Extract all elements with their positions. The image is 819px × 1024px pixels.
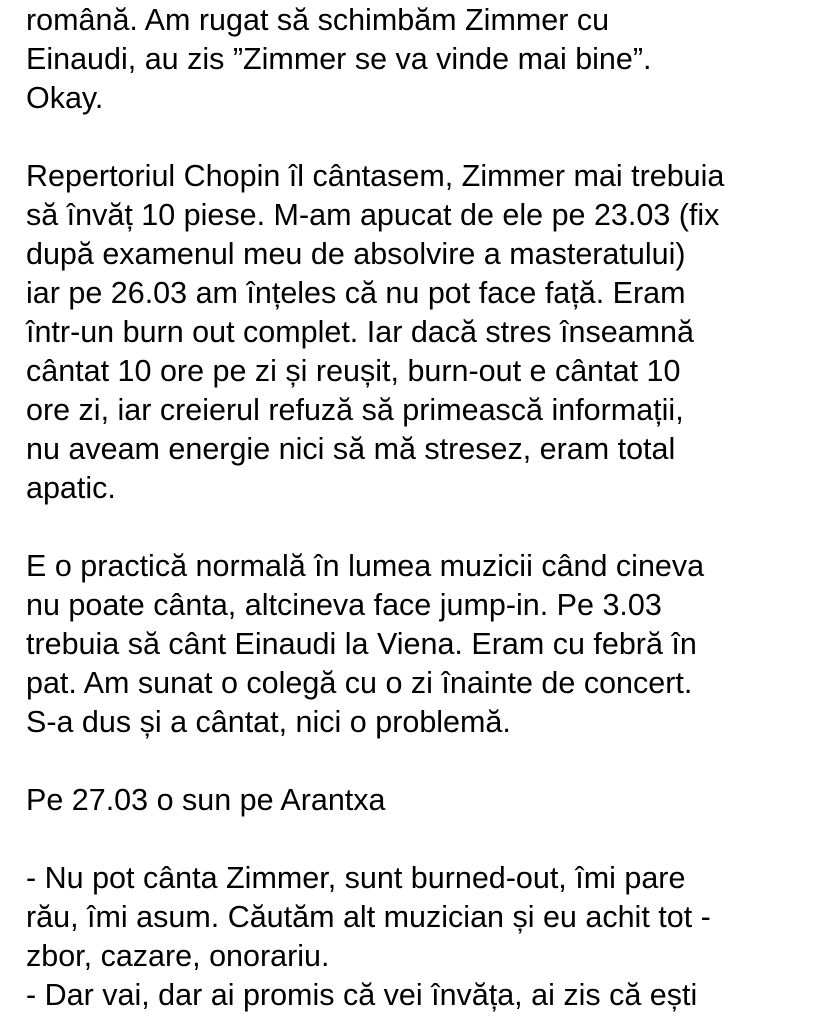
- text-line: să învăț 10 piese. M-am apucat de ele pe 23.03 (fix: [26, 198, 720, 232]
- text-line: Einaudi, au zis ”Zimmer se va vinde mai bine”.: [26, 42, 652, 76]
- text-line: trebuia să cânt Einaudi la Viena. Eram cu febră în: [26, 627, 697, 661]
- text-line: nu poate cânta, altcineva face jump-in. Pe 3.03: [26, 588, 662, 622]
- text-line: Pe 27.03 o sun pe Arantxa: [26, 783, 386, 817]
- text-line: iar pe 26.03 am înțeles că nu pot face față. Eram: [26, 276, 686, 310]
- paragraph: [26, 157, 806, 508]
- text-line: rău, îmi asum. Căutăm alt muzician și eu achit tot -: [26, 900, 711, 934]
- text-line: S-a dus și a cântat, nici o problemă.: [26, 705, 511, 739]
- text-line: pat. Am sunat o colegă cu o zi înainte de concert.: [26, 666, 693, 700]
- text-line: - Dar vai, dar ai promis că vei învăța, ai zis că ești: [26, 978, 698, 1012]
- paragraph: [26, 1, 806, 118]
- paragraph: [26, 781, 806, 820]
- paragraph-gap: [26, 118, 806, 157]
- text-line: cântat 10 ore pe zi și reușit, burn-out e cântat 10: [26, 354, 681, 388]
- text-line: Repertoriul Chopin îl cântasem, Zimmer mai trebuia: [26, 159, 725, 193]
- text-line: E o practică normală în lumea muzicii când cineva: [26, 549, 705, 583]
- text-line: zbor, cazare, onorariu.: [26, 939, 330, 973]
- text-line: română. Am rugat să schimbăm Zimmer cu: [26, 3, 610, 37]
- paragraph-gap: [26, 742, 806, 781]
- text-line: într-un burn out complet. Iar dacă stres înseamnă: [26, 315, 694, 349]
- note-body: [26, 0, 806, 1015]
- text-line: Okay.: [26, 81, 104, 115]
- paragraph-gap: [26, 508, 806, 547]
- text-line: apatic.: [26, 471, 116, 505]
- text-line: nu aveam energie nici să mă stresez, eram total: [26, 432, 676, 466]
- text-line: - Nu pot cânta Zimmer, sunt burned-out, îmi pare: [26, 861, 686, 895]
- paragraph: [26, 547, 806, 742]
- text-line: după examenul meu de absolvire a masteratului): [26, 237, 686, 271]
- text-line: ore zi, iar creierul refuză să primească informații,: [26, 393, 684, 427]
- paragraph: [26, 859, 806, 1015]
- paragraph-gap: [26, 820, 806, 859]
